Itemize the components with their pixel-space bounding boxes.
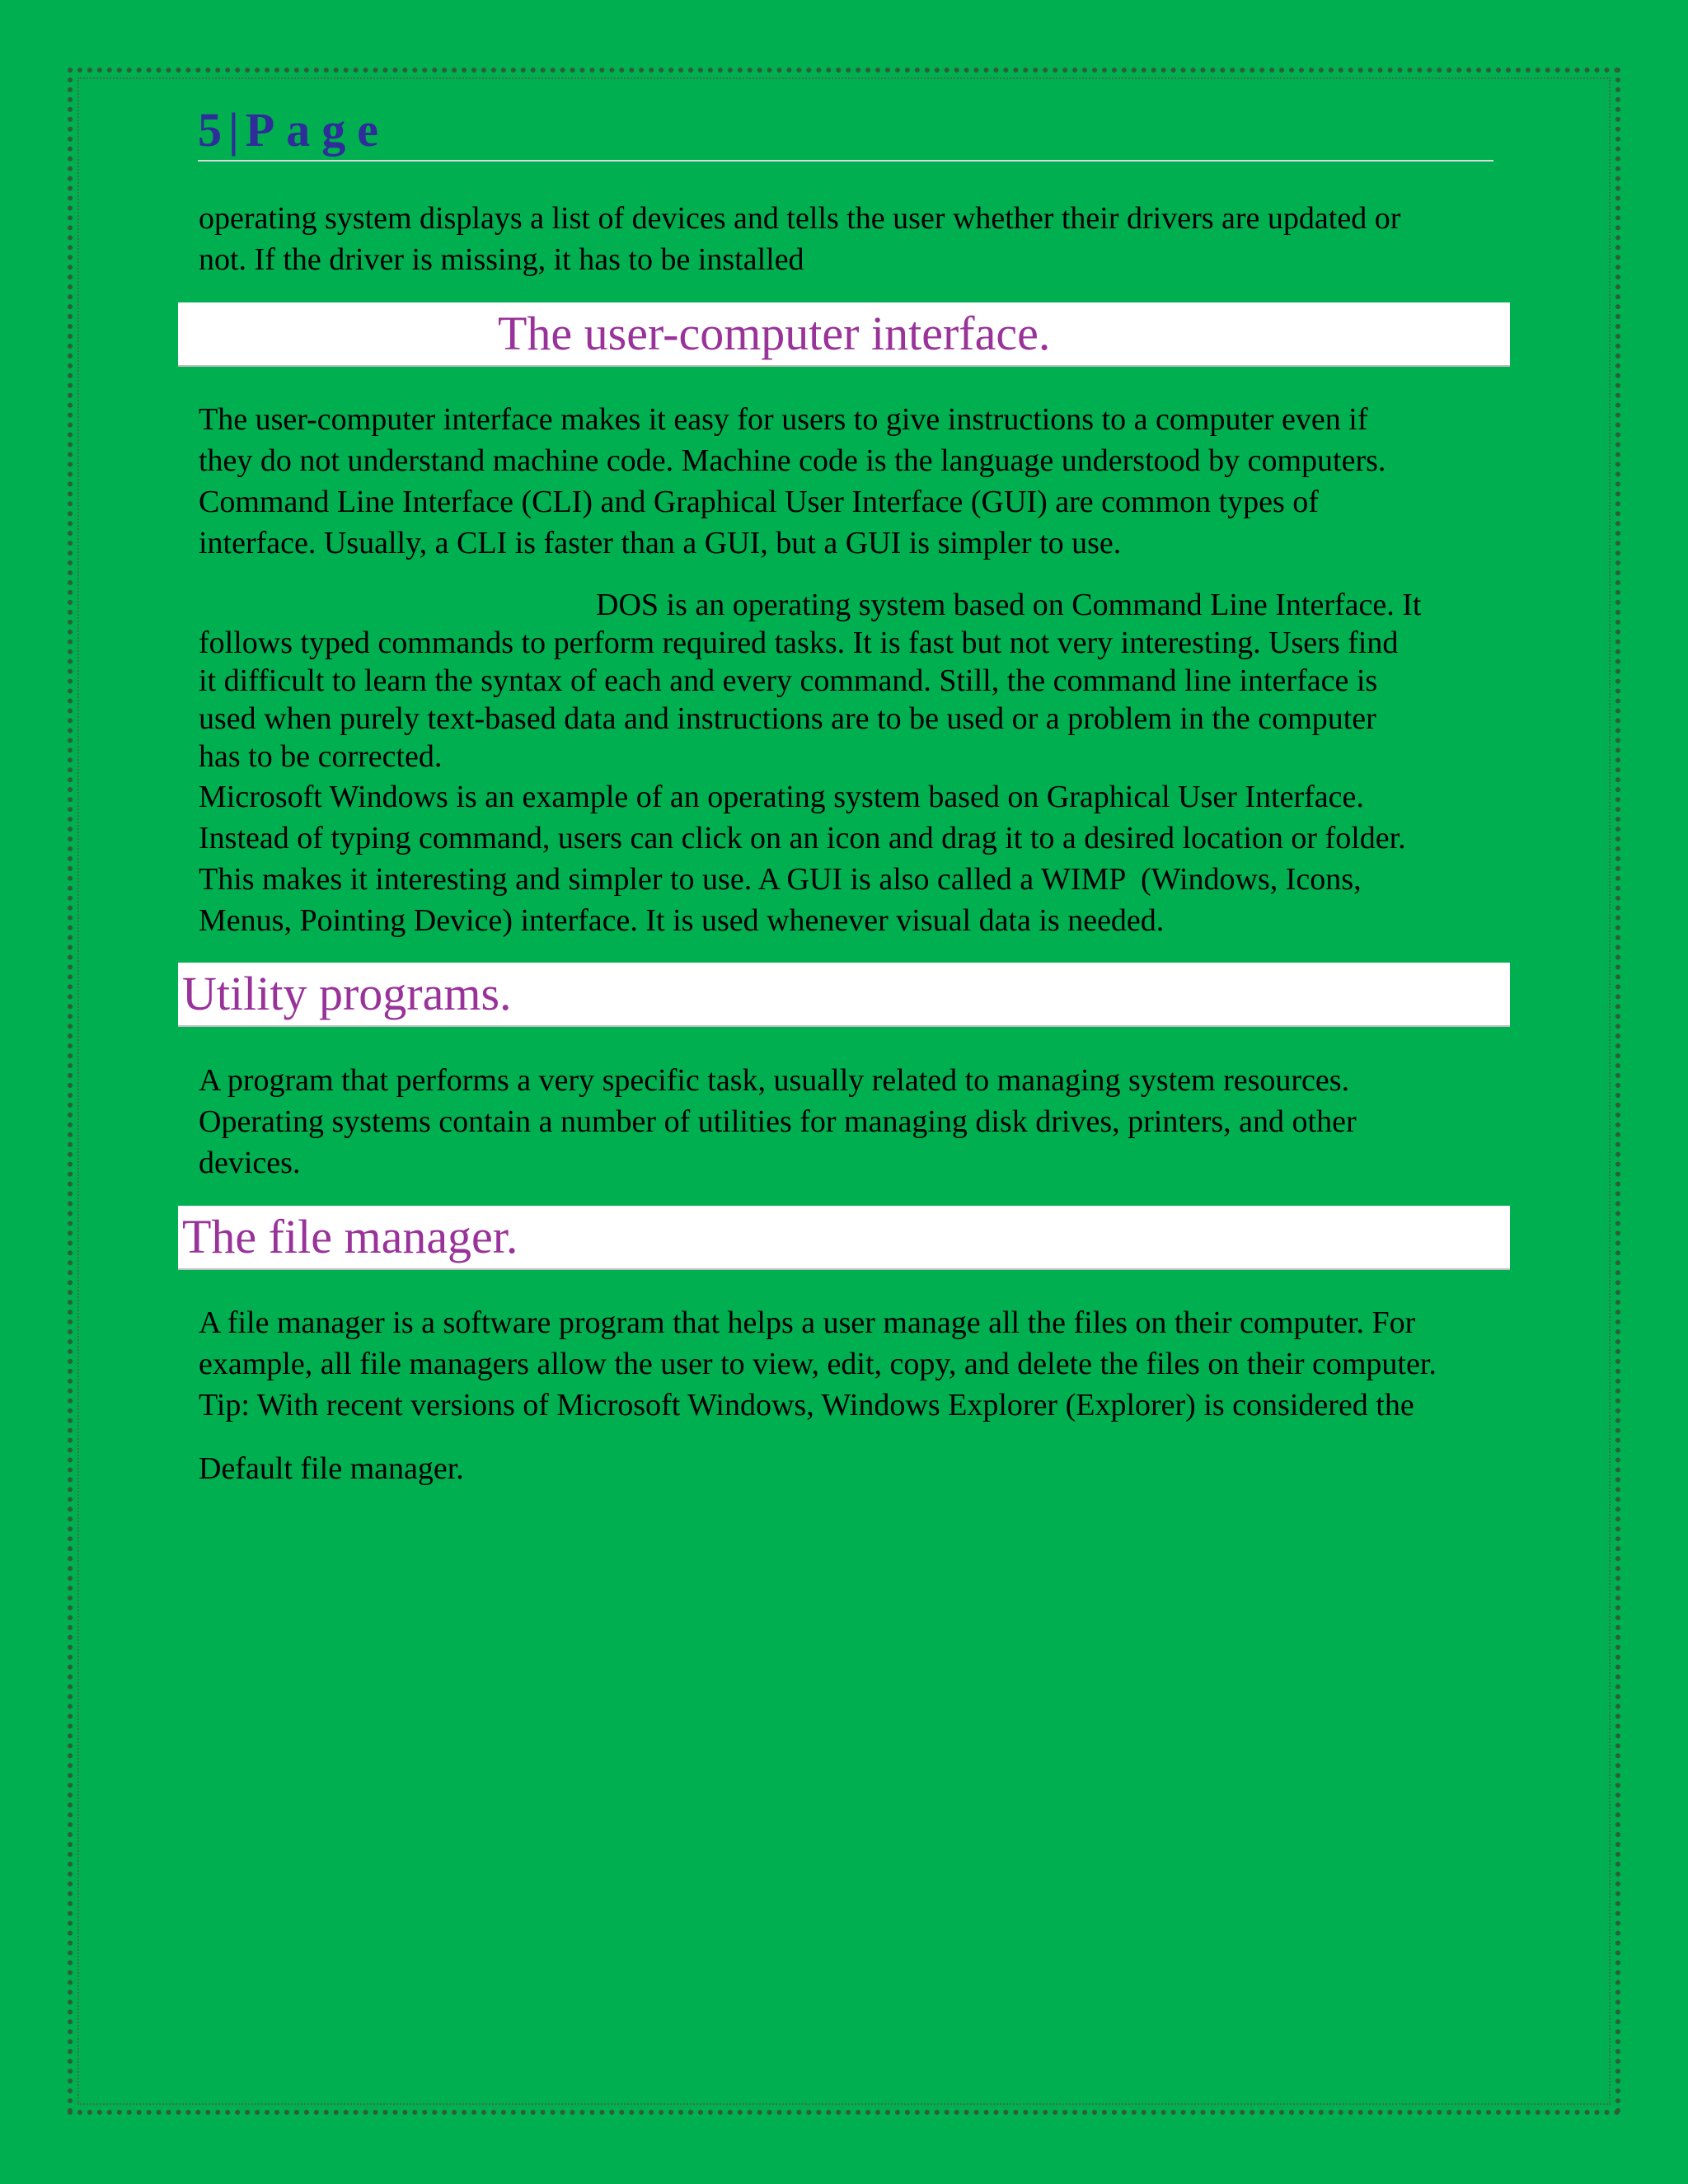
section-heading-file-manager: The file manager. xyxy=(182,1210,518,1263)
paragraph-utility: A program that performs a very specific task, usually related to managing system resources. Operating systems contain a number of utilities for managing disk drives, printers, and other devices. xyxy=(199,1063,1357,1180)
page-header xyxy=(198,99,1493,162)
paragraph-user-interface-intro: The user-computer interface makes it easy for users to give instructions to a computer even if they do not understand machine code. Machine code is the language understood by computers. Command Line Interface (CLI) and Graphical User Interface (GUI) are common types of interface. Usually, a CLI is faster than a GUI, but a GUI is simpler to use. xyxy=(199,402,1386,560)
page-number-value: 5 xyxy=(198,103,222,157)
page-number-separator: | xyxy=(228,103,239,157)
section-heading-user-interface: The user-computer interface. xyxy=(498,307,1051,360)
paragraph-file-manager: A file manager is a software program that helps a user manage all the files on their computer. For example, all file managers allow the user to view, edit, copy, and delete the files on their computer. Tip: With recent versions of Microsoft Windows, Windows Explorer (Explorer) is considered the xyxy=(199,1305,1437,1422)
page-number-label: Page xyxy=(245,103,390,157)
section-heading-band-utility xyxy=(178,963,1510,1027)
section-heading-utility: Utility programs. xyxy=(182,967,512,1020)
intro-paragraph: operating system displays a list of devices and tells the user whether their drivers are updated or not. If the driver is missing, it has to be installed xyxy=(199,201,1401,277)
page-number xyxy=(198,102,390,157)
section-heading-band-user-interface xyxy=(178,302,1510,367)
section-heading-band-file-manager xyxy=(178,1206,1510,1270)
paragraph-dos: DOS is an operating system based on Command Line Interface. It follows typed commands to perform required tasks. It is fast but not very interesting. Users find it difficult to learn the syntax of each and every command. Still, the command line interface is used when purely text-based data and instructions are to be used or a problem in the computer has to be corrected. xyxy=(199,588,1422,774)
paragraph-windows-gui: Microsoft Windows is an example of an operating system based on Graphical User Interface. Instead of typing command, users can click on an icon and drag it to a desired location or folder. This makes it interesting and simpler to use. A GUI is also called a WIMP (Windows, Icons, Menus, Pointing Device) interface. It is used whenever visual data is needed. xyxy=(199,780,1406,938)
paragraph-default-file-manager: Default file manager. xyxy=(199,1451,464,1486)
